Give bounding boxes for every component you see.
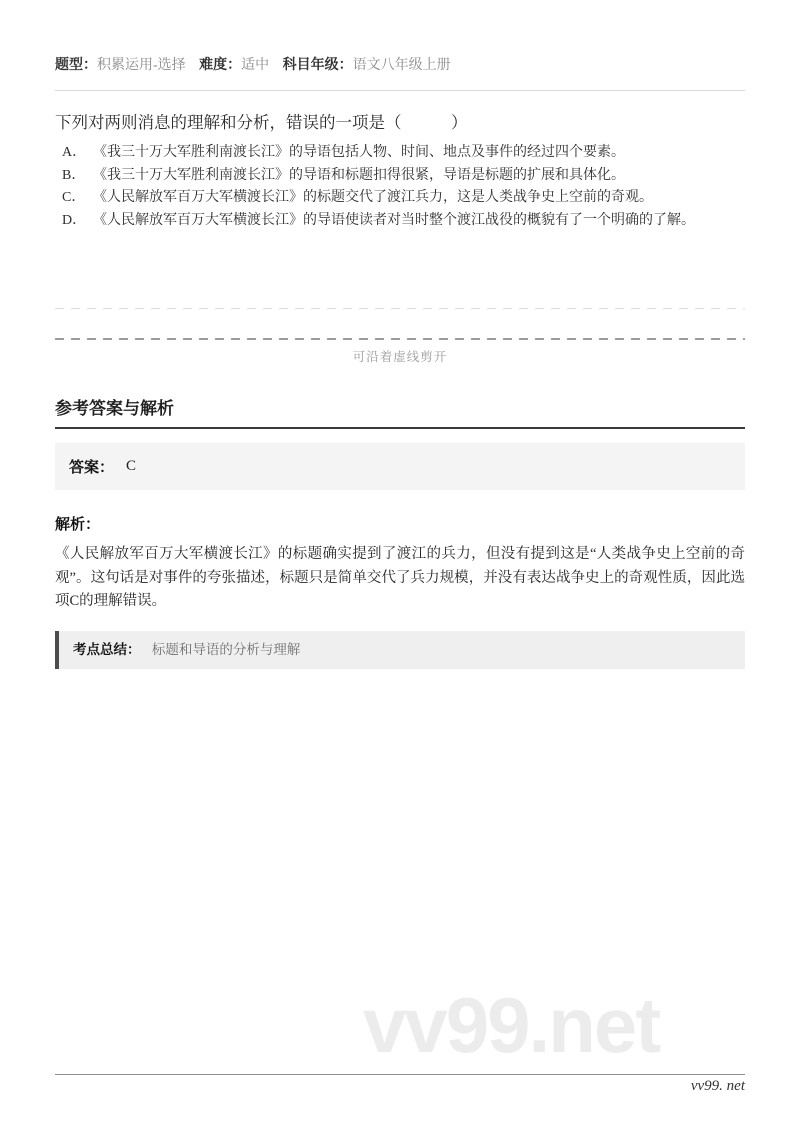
analysis-label: 解析：	[55, 516, 101, 533]
meta-type-label: 题型：	[55, 56, 97, 72]
meta-difficulty-value: 适中	[241, 58, 270, 73]
answer-label: 答案：	[69, 459, 115, 476]
keypoint-summary-box	[55, 631, 745, 669]
option-b-key: B．	[62, 167, 86, 183]
meta-subject-value: 语文八年级上册	[352, 58, 451, 73]
answer-value: C	[126, 458, 137, 474]
option-d-key: D．	[62, 212, 87, 228]
cut-dashed-line-light	[55, 308, 745, 309]
option-c-key: C．	[62, 190, 86, 205]
option-c-text: 《人民解放军百万大军横渡长江》的标题交代了渡江兵力，这是人类战争史上空前的奇观。	[93, 190, 653, 205]
site-watermark: vv99.net	[363, 981, 660, 1069]
keypoint-label: 考点总结：	[73, 641, 141, 657]
footer-rule	[55, 1074, 745, 1075]
keypoint-value: 标题和导语的分析与理解	[151, 641, 301, 657]
option-a-text: 《我三十万大军胜利南渡长江》的导语包括人物、时间、地点及事件的经过四个要素。	[93, 145, 625, 160]
question-meta	[55, 56, 745, 74]
answer-section-title: 参考答案与解析	[55, 399, 174, 418]
option-b	[55, 165, 745, 188]
option-a	[55, 142, 745, 165]
cut-line-caption: 可沿着虚线剪开	[352, 350, 448, 364]
option-d	[55, 210, 745, 233]
option-d-text: 《人民解放军百万大军横渡长江》的导语使读者对当时整个渡江战役的概貌有了一个明确的了解。	[93, 212, 695, 228]
analysis-text: 《人民解放军百万大军横渡长江》的标题确实提到了渡江的兵力，但没有提到这是“人类战争史上空前的奇观”。这句话是对事件的夸张描述，标题只是简单交代了兵力规模，并没有表达战争史上的奇观性质，因此选项C的理解错误。	[55, 546, 745, 609]
header-divider	[55, 90, 745, 91]
meta-difficulty-label: 难度：	[199, 56, 242, 72]
meta-type-value: 积累运用-选择	[97, 58, 186, 73]
answer-section-rule	[55, 427, 745, 429]
cut-dashed-line-dark	[55, 338, 745, 340]
question-stem: 下列对两则消息的理解和分析，错误的一项是（ ）	[55, 113, 468, 132]
footer-site-text: vv99. net	[690, 1078, 745, 1094]
option-c	[55, 187, 745, 210]
option-a-key: A．	[62, 145, 87, 160]
option-b-text: 《我三十万大军胜利南渡长江》的导语和标题扣得很紧，导语是标题的扩展和具体化。	[93, 167, 625, 183]
meta-subject-label: 科目年级：	[282, 56, 353, 72]
answer-box	[55, 443, 745, 490]
options-list	[55, 142, 745, 232]
